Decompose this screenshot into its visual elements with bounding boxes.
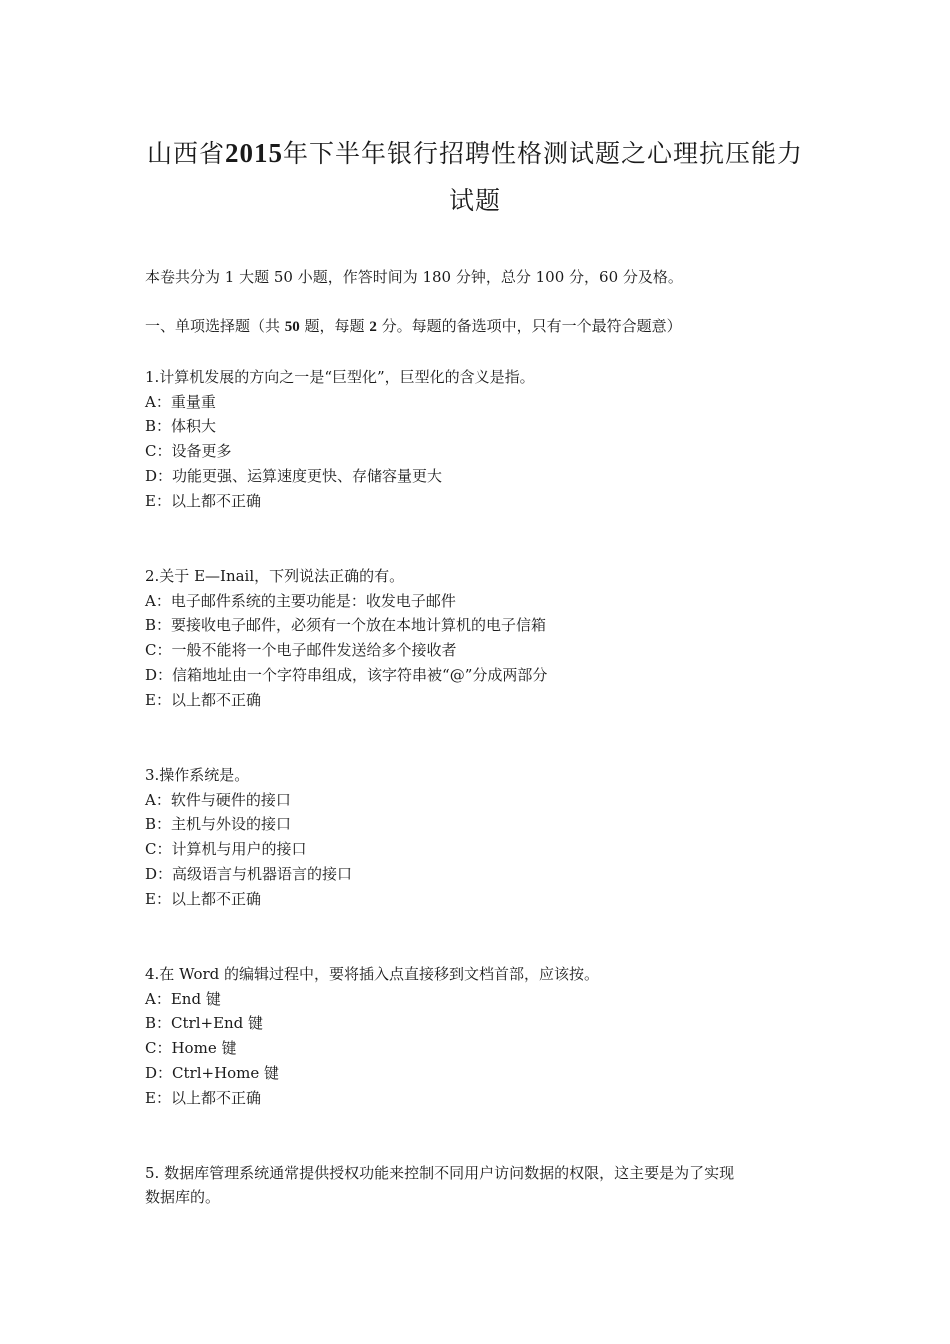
question-stem-continued: 数据库的。 (145, 1188, 221, 1206)
question-option: D：功能更强、运算速度更快、存储容量更大 (145, 467, 443, 485)
exam-intro: 本卷共分为 1 大题 50 小题，作答时间为 180 分钟，总分 100 分，60 分及格。 (145, 268, 683, 286)
question-option: C：设备更多 (145, 442, 232, 460)
question-option: A：软件与硬件的接口 (145, 791, 291, 809)
question-option: B：体积大 (145, 417, 217, 435)
question-option: D：信箱地址由一个字符串组成，该字符串被“@”分成两部分 (145, 666, 548, 684)
question-stem: 4.在 Word 的编辑过程中，要将插入点直接移到文档首部，应该按。 (145, 965, 600, 983)
question-option: E：以上都不正确 (145, 492, 261, 510)
question-stem: 1.计算机发展的方向之一是“巨型化”，巨型化的含义是指。 (145, 368, 535, 386)
section-heading: 一、单项选择题（共 50 题，每题 2 分。每题的备选项中，只有一个最符合题意） (145, 317, 682, 335)
question-stem: 2.关于 E—Inail，下列说法正确的有。 (145, 567, 405, 585)
question-option: B：主机与外设的接口 (145, 815, 292, 833)
question-option: A：电子邮件系统的主要功能是：收发电子邮件 (145, 592, 456, 610)
question-option: D：高级语言与机器语言的接口 (145, 865, 353, 883)
question-option: C：计算机与用户的接口 (145, 840, 307, 858)
document-title-line-1 (120, 138, 830, 169)
question-stem: 5. 数据库管理系统通常提供授权功能来控制不同用户访问数据的权限，这主要是为了实现 (145, 1164, 735, 1182)
document-title-line-2: 试题 (448, 186, 501, 215)
question-stem: 3.操作系统是。 (145, 766, 250, 784)
question-option: E：以上都不正确 (145, 691, 261, 709)
question-option: E：以上都不正确 (145, 890, 261, 908)
question-option: A：重量重 (145, 393, 216, 411)
question-option: E：以上都不正确 (145, 1089, 261, 1107)
title-text: 山西省 (146, 139, 225, 168)
question-option: A：End 键 (145, 990, 221, 1008)
question-option: C：Home 键 (145, 1039, 237, 1057)
title-year: 2015 (225, 138, 283, 168)
question-option: D：Ctrl+Home 键 (145, 1064, 280, 1082)
question-option: B：Ctrl+End 键 (145, 1014, 264, 1032)
question-option: C：一般不能将一个电子邮件发送给多个接收者 (145, 641, 457, 659)
title-text: 年下半年银行招聘性格测试题之心理抗压能力 (283, 139, 804, 168)
question-option: B：要接收电子邮件，必须有一个放在本地计算机的电子信箱 (145, 616, 547, 634)
